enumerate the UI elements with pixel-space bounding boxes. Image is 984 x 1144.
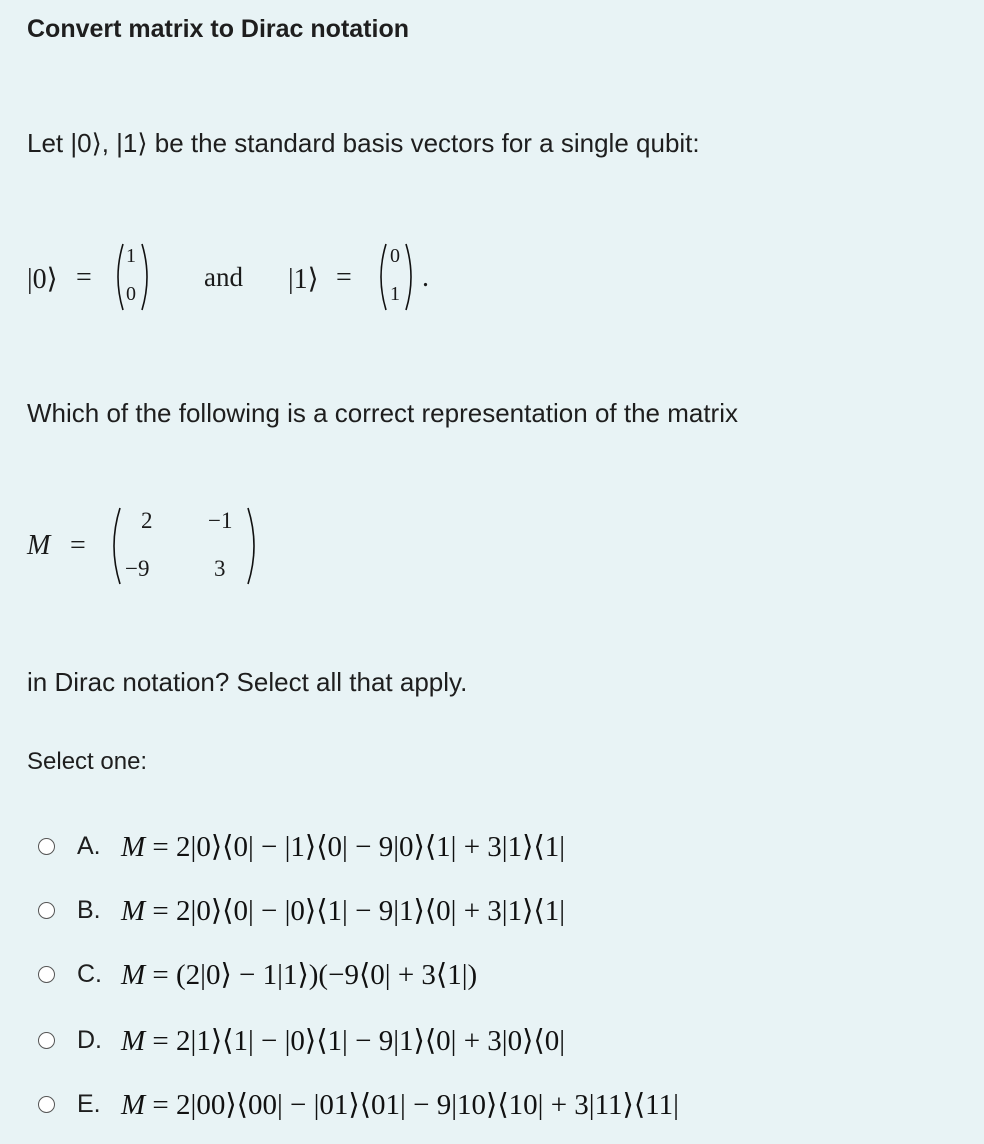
radio-button[interactable] (38, 966, 55, 983)
select-prompt: Select one: (27, 748, 148, 775)
matrix-a11: 2 (141, 508, 153, 533)
option-c[interactable] (38, 954, 477, 994)
vector1-bottom: 1 (390, 283, 400, 305)
left-paren-icon (107, 506, 121, 586)
option-expression: M = 2|00⟩⟨00| − |01⟩⟨01| − 9|10⟩⟨10| + 3|11⟩⟨11| (121, 1088, 679, 1121)
and-word: and (204, 262, 243, 292)
matrix-a21: −9 (125, 556, 150, 581)
option-b[interactable] (38, 890, 565, 930)
question-title: Convert matrix to Dirac notation (27, 15, 409, 43)
matrix-a22: 3 (214, 556, 226, 581)
vector0-bottom: 0 (126, 283, 136, 305)
right-paren-icon (405, 242, 417, 312)
matrix-a12: −1 (208, 508, 233, 533)
vector0-top: 1 (126, 245, 136, 267)
equals-sign-2: = (336, 262, 352, 293)
radio-button[interactable] (38, 1096, 55, 1113)
left-paren-icon (375, 242, 387, 312)
intro-text: Let |0⟩, |1⟩ be the standard basis vectors for a single qubit: (27, 128, 700, 158)
equals-sign-3: = (70, 530, 86, 561)
ket0-label: |0⟩ (27, 264, 58, 295)
option-expression: M = 2|0⟩⟨0| − |0⟩⟨1| − 9|1⟩⟨0| + 3|1⟩⟨1| (121, 894, 566, 927)
question-end-text: in Dirac notation? Select all that apply. (27, 667, 468, 697)
question-text: Which of the following is a correct representation of the matrix (27, 398, 738, 428)
option-expression: M = (2|0⟩ − 1|1⟩)(−9⟨0| + 3⟨1|) (121, 958, 478, 991)
option-letter: A. (77, 831, 101, 860)
option-letter: C. (77, 959, 102, 988)
option-a[interactable] (38, 826, 565, 866)
option-expression: M = 2|1⟩⟨1| − |0⟩⟨1| − 9|1⟩⟨0| + 3|0⟩⟨0| (121, 1024, 566, 1057)
radio-button[interactable] (38, 902, 55, 919)
ket1-label: |1⟩ (288, 264, 319, 295)
matrix-label: M (27, 530, 51, 561)
right-paren-icon (141, 242, 153, 312)
period: . (422, 262, 429, 293)
radio-button[interactable] (38, 838, 55, 855)
right-paren-icon (247, 506, 261, 586)
left-paren-icon (112, 242, 124, 312)
option-e[interactable] (38, 1084, 679, 1124)
option-letter: B. (77, 895, 101, 924)
option-letter: D. (77, 1025, 102, 1054)
equals-sign: = (76, 262, 92, 293)
vector1-top: 0 (390, 245, 400, 267)
radio-button[interactable] (38, 1032, 55, 1049)
option-expression: M = 2|0⟩⟨0| − |1⟩⟨0| − 9|0⟩⟨1| + 3|1⟩⟨1| (121, 830, 566, 863)
option-d[interactable] (38, 1020, 565, 1060)
option-letter: E. (77, 1089, 101, 1118)
